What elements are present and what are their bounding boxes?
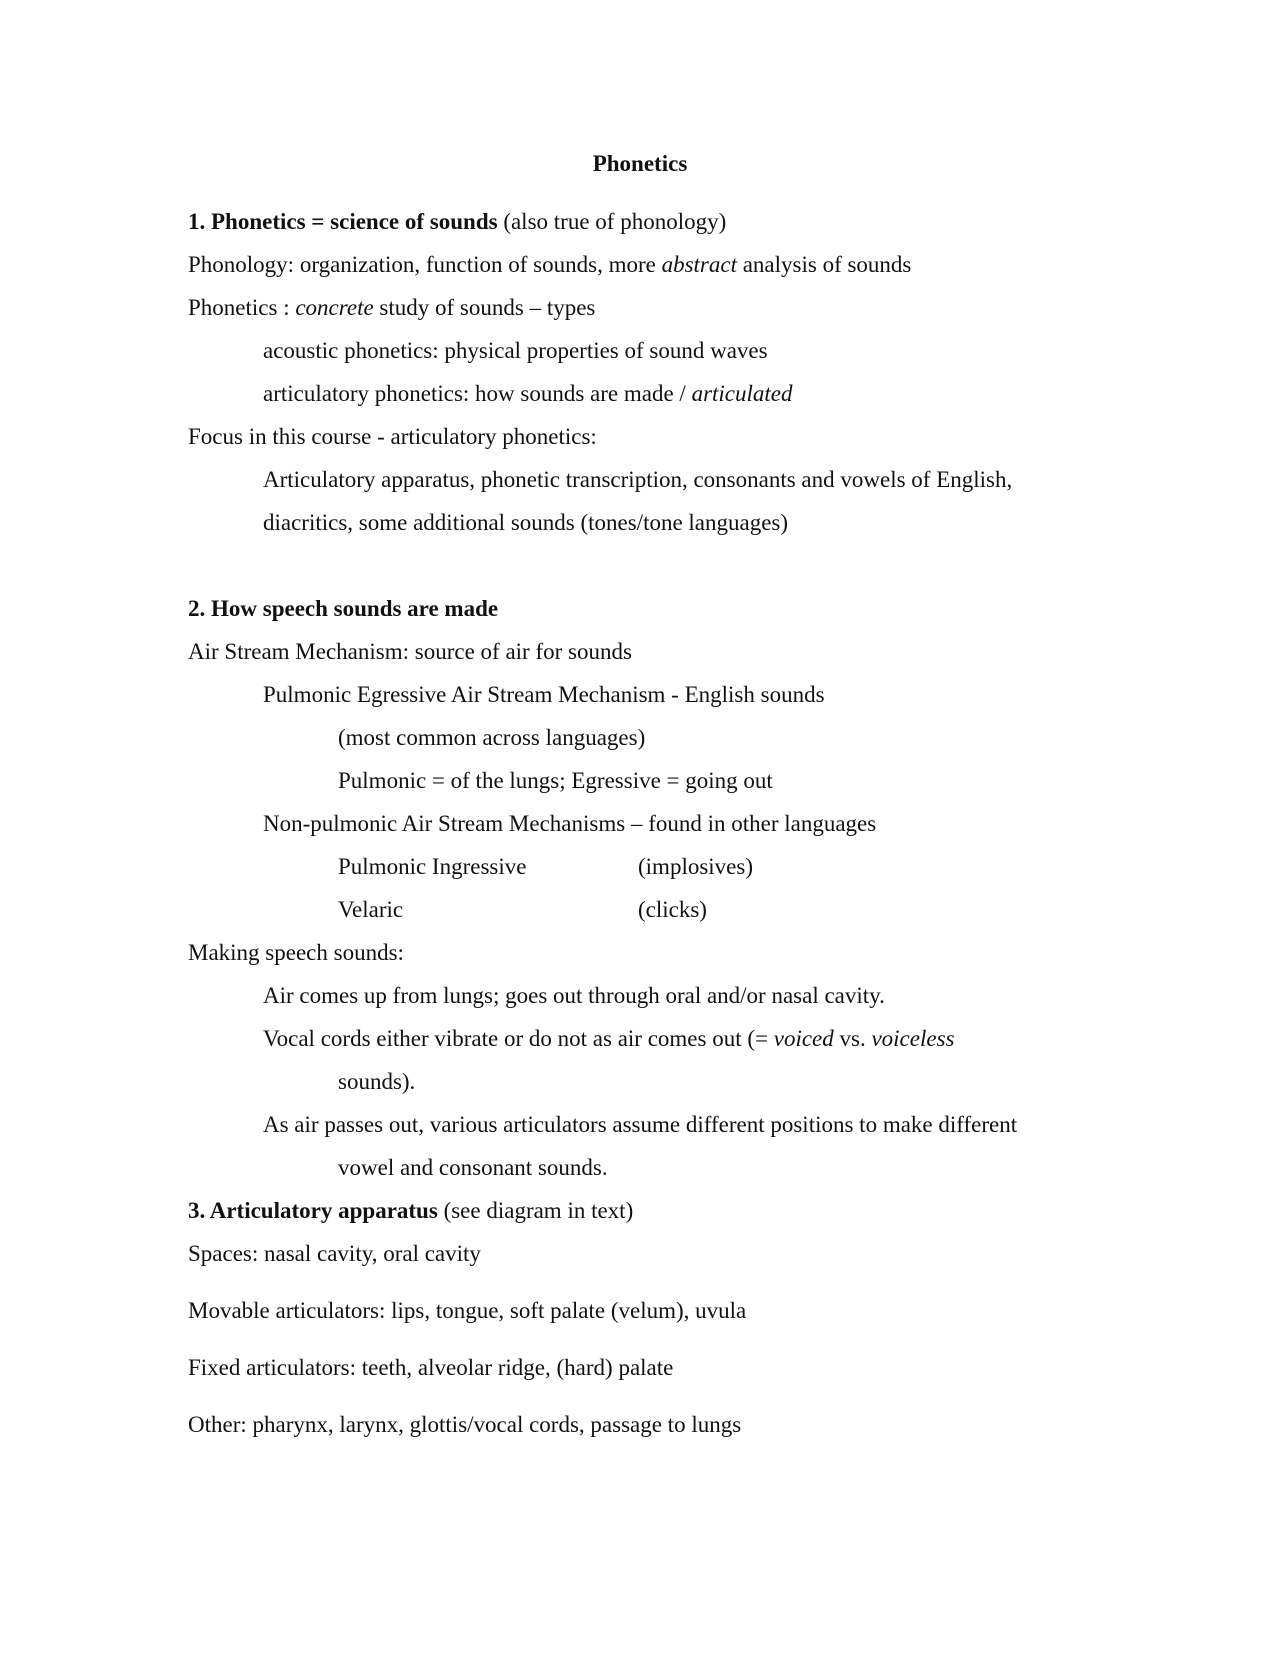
most-common-line: (most common across languages) [338,725,646,750]
articulatory-text: articulatory phonetics: how sounds are made / [263,381,692,406]
articulatory-emphasis: articulated [691,381,793,406]
other-line: Other: pharynx, larynx, glottis/vocal cords, passage to lungs [188,1412,742,1437]
topics-line-1: Articulatory apparatus, phonetic transcription, consonants and vowels of English, [263,467,1013,492]
as-air-line-1: As air passes out, various articulators assume different positions to make different [263,1112,1018,1137]
air-comes-line: Air comes up from lungs; goes out through oral and/or nasal cavity. [263,983,885,1008]
spaces-line: Spaces: nasal cavity, oral cavity [188,1241,481,1266]
vocal-text-mid: vs. [833,1026,872,1051]
asm-line: Air Stream Mechanism: source of air for sounds [188,639,632,664]
phonology-text-a: Phonology: organization, function of sounds, more [188,252,662,277]
phonetics-text-a: Phonetics : [188,295,296,320]
making-line: Making speech sounds: [188,940,404,965]
section-1-heading [188,210,726,233]
phonology-text-b: analysis of sounds [736,252,912,277]
fixed-line: Fixed articulators: teeth, alveolar ridge, (hard) palate [188,1355,674,1380]
section-1-heading-rest: (also true of phonology) [497,209,727,234]
voiced-emphasis: voiced [773,1026,834,1051]
articulatory-line [263,382,793,405]
acoustic-line: acoustic phonetics: physical properties of sound waves [263,338,768,363]
as-air-line-2: vowel and consonant sounds. [338,1155,608,1180]
section-2-heading: 2. How speech sounds are made [188,596,499,621]
vocal-cords-continuation: sounds). [338,1069,416,1094]
phonetics-line [188,296,595,319]
phonetics-emphasis: concrete [295,295,374,320]
pulmonic-egressive-line: Pulmonic Egressive Air Stream Mechanism - English sounds [263,682,825,707]
section-3-heading-rest: (see diagram in text) [437,1198,634,1223]
phonetics-text-b: study of sounds – types [373,295,596,320]
definition-line: Pulmonic = of the lungs; Egressive = going out [338,768,773,793]
focus-line: Focus in this course - articulatory phonetics: [188,424,597,449]
vocal-cords-line [263,1027,954,1050]
section-1-heading-bold: 1. Phonetics = science of sounds [188,209,498,234]
topics-line-2: diacritics, some additional sounds (tones/tone languages) [263,510,789,535]
vocal-text-a: Vocal cords either vibrate or do not as air comes out (= [263,1026,774,1051]
movable-line: Movable articulators: lips, tongue, soft palate (velum), uvula [188,1298,747,1323]
section-3-heading [188,1199,633,1222]
section-3-heading-bold: 3. Articulatory apparatus [188,1198,438,1223]
voiceless-emphasis: voiceless [871,1026,955,1051]
page-title: Phonetics [592,151,688,176]
mechanism-name: Pulmonic Ingressive [338,854,527,879]
mechanism-note: (implosives) [638,854,753,879]
phonology-line [188,253,911,276]
phonology-emphasis: abstract [661,252,737,277]
mechanism-name: Velaric [338,897,404,922]
non-pulmonic-line: Non-pulmonic Air Stream Mechanisms – found in other languages [263,811,877,836]
mechanism-note: (clicks) [638,897,707,922]
